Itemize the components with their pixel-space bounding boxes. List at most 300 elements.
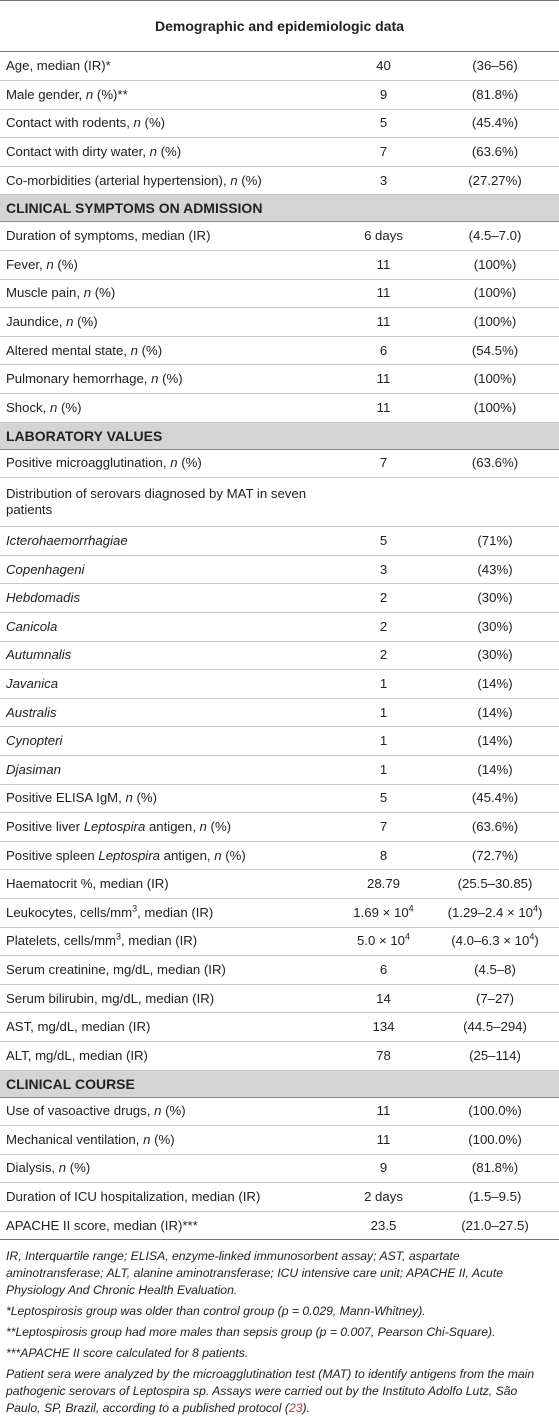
table-cell	[0, 813, 336, 842]
table-cell	[431, 956, 559, 985]
table-cell	[431, 984, 559, 1013]
cell-text: Cynopteri	[6, 733, 63, 749]
table-cell	[0, 984, 336, 1013]
table-cell	[0, 52, 336, 81]
table-cell	[431, 584, 559, 613]
cell-text: 7	[379, 144, 388, 160]
table-cell	[0, 1154, 336, 1183]
table-row	[0, 81, 559, 110]
cell-text: 3	[115, 931, 121, 942]
cell-text: 4	[533, 903, 539, 914]
cell-text: (27.27%)	[468, 172, 522, 188]
table-cell	[336, 555, 431, 584]
table-row	[0, 222, 559, 251]
cell-text: (1.5–9.5)	[468, 1189, 522, 1205]
table-row	[0, 727, 559, 756]
data-table	[0, 52, 559, 1240]
cell-text: Autumnalis	[6, 647, 72, 663]
table-cell	[0, 870, 336, 899]
cell-text: (100.0%)	[468, 1131, 522, 1147]
footnote-mat: Patient sera were analyzed by the microagglutination test (MAT) to identify antigens from the main pathogenic serovars of Leptospira sp. Assays were carried out by the Instituto Adolfo Lutz, São Paulo, SP, Brazil, according to a published protocol (23).	[6, 1367, 535, 1416]
table-cell	[336, 1013, 431, 1042]
table-cell	[0, 195, 559, 222]
cell-text: (%)	[206, 818, 232, 834]
cell-text: n	[154, 1103, 162, 1119]
cell-text: Mechanical ventilation,	[6, 1131, 144, 1147]
table-cell	[336, 670, 431, 699]
cell-text: (4.5–8)	[474, 961, 516, 977]
table-cell	[431, 727, 559, 756]
cell-text: Leukocytes, cells/mm	[6, 904, 133, 920]
cell-text: (44.5–294)	[463, 1019, 527, 1035]
cell-text: Positive spleen	[6, 847, 99, 863]
table-cell	[431, 449, 559, 478]
table-cell	[431, 641, 559, 670]
table-cell	[431, 52, 559, 81]
cell-text: Haematocrit %, median (IR)	[6, 876, 169, 892]
cell-text: ALT, mg/dL, median (IR)	[6, 1047, 148, 1063]
cell-text: (%)	[73, 314, 98, 330]
table-cell	[336, 698, 431, 727]
cell-text: CLINICAL COURSE	[6, 1075, 135, 1092]
table-cell	[0, 449, 336, 478]
table-cell	[336, 813, 431, 842]
table-cell	[0, 670, 336, 699]
cell-text: (30%)	[477, 647, 513, 663]
cell-text: 7	[379, 818, 388, 834]
cell-text: 6	[379, 961, 388, 977]
cell-text: (72.7%)	[471, 847, 519, 863]
table-cell	[0, 698, 336, 727]
table-cell	[336, 251, 431, 280]
cell-text: 78	[376, 1047, 391, 1063]
cell-text: 2	[379, 590, 388, 606]
cell-text: (100%)	[473, 256, 517, 272]
cell-text: n	[66, 314, 74, 330]
cell-text: (25.5–30.85)	[457, 876, 533, 892]
cell-text: (21.0–27.5)	[461, 1217, 529, 1233]
table-row	[0, 109, 559, 138]
cell-text: (%)	[161, 1103, 186, 1119]
table-cell	[336, 755, 431, 784]
table-cell	[336, 527, 431, 556]
table-cell	[336, 449, 431, 478]
cell-text: n	[58, 1160, 67, 1176]
cell-text: 3	[379, 172, 388, 188]
cell-text: 2 days	[364, 1189, 403, 1205]
table-cell	[0, 927, 336, 956]
cell-text: 1	[379, 675, 388, 691]
footnote-abbrev: IR, Interquartile range; ELISA, enzyme-linked immunosorbent assay; AST, aspartate aminotransferase; ALT, alanine aminotransferase; ICU intensive care unit; APACHE II, Acute Physiology And Chronic Health Evaluation.	[6, 1249, 503, 1298]
table-row	[0, 1211, 559, 1240]
cell-text: 5	[379, 115, 388, 131]
table-cell	[0, 727, 336, 756]
table-row	[0, 394, 559, 423]
cell-text: (%)	[177, 455, 202, 471]
cell-text: Duration of ICU hospitalization, median (IR)	[6, 1189, 261, 1205]
table-cell	[336, 956, 431, 985]
cell-text: Pulmonary hemorrhage,	[6, 371, 152, 387]
table-cell	[336, 222, 431, 251]
cell-text: Altered mental state,	[6, 342, 131, 358]
table-row	[0, 584, 559, 613]
table-cell	[336, 784, 431, 813]
table-cell	[336, 984, 431, 1013]
cell-text: n	[170, 455, 178, 471]
cell-text: 9	[379, 86, 388, 102]
table-cell	[0, 841, 336, 870]
cell-text: Co-morbidities (arterial hypertension),	[6, 172, 231, 188]
table-cell	[431, 813, 559, 842]
table-row	[0, 365, 559, 394]
cell-text: Canicola	[6, 618, 58, 634]
cell-text: 1	[379, 704, 388, 720]
cell-text: 11	[376, 1131, 391, 1147]
table-cell	[0, 1211, 336, 1240]
table-cell	[431, 1013, 559, 1042]
table-cell	[336, 841, 431, 870]
cell-text: 6 days	[364, 228, 403, 244]
cell-text: n	[85, 86, 94, 102]
table-cell	[0, 336, 336, 365]
table-row	[0, 898, 559, 927]
table-cell	[0, 784, 336, 813]
table-cell	[431, 1154, 559, 1183]
table-cell	[0, 308, 336, 337]
table-cell	[0, 898, 336, 927]
cell-text: 11	[376, 399, 391, 415]
cell-text: 1	[379, 761, 388, 777]
cell-text: 7	[379, 455, 388, 471]
cell-text: Shock,	[6, 399, 50, 415]
table-cell	[431, 166, 559, 195]
cell-text: Platelets, cells/mm	[6, 933, 116, 949]
table-cell	[431, 870, 559, 899]
table-row	[0, 927, 559, 956]
cell-text: n	[83, 285, 92, 301]
table-cell	[431, 308, 559, 337]
cell-text: , median (IR)	[137, 904, 214, 920]
cell-text: (%)	[221, 847, 246, 863]
cell-text: Serum bilirubin, mg/dL, median (IR)	[6, 990, 215, 1006]
table-cell	[336, 478, 431, 527]
cell-text: (%)	[157, 144, 182, 160]
table-row	[0, 555, 559, 584]
table-cell	[336, 641, 431, 670]
table-cell	[0, 1041, 336, 1070]
table-cell	[336, 927, 431, 956]
table-cell	[431, 927, 559, 956]
table-cell	[431, 698, 559, 727]
table-cell	[431, 138, 559, 167]
cell-text: (63.6%)	[471, 455, 519, 471]
table-cell	[336, 584, 431, 613]
table-cell	[431, 555, 559, 584]
table-row	[0, 527, 559, 556]
table-cell	[336, 279, 431, 308]
table-row	[0, 279, 559, 308]
table-cell	[431, 1126, 559, 1155]
cell-text: (71%)	[477, 533, 513, 549]
cell-text: 1	[379, 733, 388, 749]
cell-text: n	[149, 144, 157, 160]
cell-text: Dialysis,	[6, 1160, 59, 1176]
table-cell	[0, 584, 336, 613]
cell-text: (%)	[137, 342, 163, 358]
table-cell	[336, 166, 431, 195]
table-cell	[431, 670, 559, 699]
table-cell	[336, 52, 431, 81]
cell-text: 2	[379, 647, 388, 663]
cell-text: 28.79	[366, 876, 400, 892]
cell-text: (25–114)	[469, 1047, 521, 1063]
cell-text: (100%)	[473, 285, 517, 301]
cell-text: Positive microagglutination,	[6, 455, 171, 471]
table-row	[0, 1183, 559, 1212]
table-cell	[336, 336, 431, 365]
cell-text: (63.6%)	[471, 144, 519, 160]
cell-text: )	[534, 933, 539, 949]
table-row	[0, 251, 559, 280]
table-row	[0, 784, 559, 813]
table-cell	[431, 279, 559, 308]
table-cell	[0, 394, 336, 423]
table-cell	[431, 784, 559, 813]
cell-text: (81.8%)	[471, 1160, 519, 1176]
table-cell	[336, 1154, 431, 1183]
cell-text: Muscle pain,	[6, 285, 84, 301]
table-cell	[336, 138, 431, 167]
footnote-star3: ***APACHE II score calculated for 8 patients.	[6, 1346, 249, 1361]
cell-text: (1.29–2.4 × 10	[447, 904, 533, 920]
table-cell	[336, 613, 431, 642]
table-cell	[431, 1183, 559, 1212]
cell-text: (%)**	[93, 86, 128, 102]
table-cell	[336, 394, 431, 423]
cell-text: n	[151, 371, 159, 387]
cell-text: n	[130, 342, 138, 358]
cell-text: n	[143, 1131, 151, 1147]
cell-text: (100.0%)	[468, 1103, 522, 1119]
table-cell	[431, 841, 559, 870]
cell-text: 11	[376, 314, 391, 330]
table-cell	[431, 394, 559, 423]
table-cell	[0, 279, 336, 308]
cell-text: (14%)	[477, 704, 513, 720]
table-cell	[336, 109, 431, 138]
cell-text: Distribution of serovars diagnosed by MAT in seven patients	[6, 486, 307, 518]
table-cell	[431, 81, 559, 110]
table-row	[0, 841, 559, 870]
table-cell	[0, 527, 336, 556]
section-header-lab	[0, 422, 559, 449]
cell-text: (63.6%)	[471, 818, 519, 834]
table-row	[0, 870, 559, 899]
cell-text: 8	[379, 847, 388, 863]
cell-text: n	[133, 115, 141, 131]
table-row	[0, 698, 559, 727]
table-cell	[431, 251, 559, 280]
cell-text: Australis	[6, 704, 57, 720]
table-cell	[336, 1041, 431, 1070]
cell-text: 1.69 × 10	[353, 904, 409, 920]
cell-text: (14%)	[477, 733, 513, 749]
cell-text: (14%)	[477, 675, 513, 691]
cell-text: Positive liver	[6, 818, 84, 834]
table-cell	[431, 222, 559, 251]
cell-text: 3	[132, 903, 138, 914]
table-cell	[431, 1097, 559, 1126]
cell-text: Contact with dirty water,	[6, 144, 150, 160]
table-cell	[0, 109, 336, 138]
table-row	[0, 1097, 559, 1126]
cell-text: (45.4%)	[471, 115, 519, 131]
cell-text: Age, median (IR)*	[6, 58, 111, 74]
cell-text: )	[538, 904, 543, 920]
cell-text: (%)	[132, 790, 158, 806]
table-row	[0, 755, 559, 784]
table-cell	[336, 1211, 431, 1240]
table-cell	[336, 365, 431, 394]
table-cell	[336, 1183, 431, 1212]
table-row	[0, 984, 559, 1013]
table-row	[0, 1013, 559, 1042]
cell-text: 134	[372, 1019, 395, 1035]
table-row	[0, 308, 559, 337]
cell-text: (%)	[66, 1160, 91, 1176]
table-row	[0, 1041, 559, 1070]
table-cell	[0, 613, 336, 642]
cell-text: LABORATORY VALUES	[6, 427, 163, 444]
cell-text: (4.5–7.0)	[468, 228, 522, 244]
cell-text: antigen,	[159, 847, 215, 863]
cell-text: CLINICAL SYMPTOMS ON ADMISSION	[6, 200, 263, 217]
cell-text: Serum creatinine, mg/dL, median (IR)	[6, 961, 226, 977]
cell-text: (54.5%)	[471, 342, 519, 358]
cell-text: n	[46, 256, 54, 272]
table-cell	[336, 308, 431, 337]
table-row	[0, 1126, 559, 1155]
cell-text: Hebdomadis	[6, 590, 81, 606]
cell-text: n	[199, 818, 207, 834]
cell-text: 5	[379, 533, 388, 549]
table-cell	[431, 527, 559, 556]
cell-text: Djasiman	[6, 761, 61, 777]
table-row	[0, 449, 559, 478]
table-cell	[336, 870, 431, 899]
cell-text: 40	[376, 58, 391, 74]
table-row	[0, 52, 559, 81]
table-cell	[431, 109, 559, 138]
section-header-course	[0, 1070, 559, 1097]
footnote-star2: **Leptospirosis group had more males than sepsis group (p = 0.007, Pearson Chi-Square).	[6, 1325, 496, 1340]
table-cell	[431, 1041, 559, 1070]
cell-text: Icterohaemorrhagiae	[6, 533, 128, 549]
cell-text: Male gender,	[6, 86, 86, 102]
cell-text: 4	[405, 931, 411, 942]
table-title: Demographic and epidemiologic data	[0, 0, 559, 52]
cell-text: (36–56)	[472, 58, 518, 74]
cell-text: 14	[376, 990, 391, 1006]
table-cell	[0, 1013, 336, 1042]
cell-text: Copenhageni	[6, 561, 85, 577]
table-cell	[0, 222, 336, 251]
cell-text: 4	[529, 931, 535, 942]
table-cell	[0, 251, 336, 280]
cell-text: Duration of symptoms, median (IR)	[6, 228, 211, 244]
table-cell	[431, 365, 559, 394]
table-cell	[0, 1070, 559, 1097]
table-cell	[336, 727, 431, 756]
cell-text: 5	[379, 790, 388, 806]
cell-text: (%)	[150, 1131, 175, 1147]
cell-text: 11	[376, 285, 391, 301]
section-header-symptoms	[0, 195, 559, 222]
cell-text: (%)	[140, 115, 166, 131]
cell-text: 9	[379, 1160, 388, 1176]
table-cell	[336, 1126, 431, 1155]
table-cell	[0, 138, 336, 167]
cell-text: n	[49, 399, 58, 415]
cell-text: (%)	[91, 285, 116, 301]
cell-text: (%)	[57, 399, 82, 415]
table-cell	[431, 755, 559, 784]
table-cell	[0, 956, 336, 985]
table-row	[0, 641, 559, 670]
table-cell	[336, 81, 431, 110]
table-row	[0, 613, 559, 642]
cell-text: APACHE II score, median (IR)***	[6, 1217, 198, 1233]
cell-text: n	[230, 172, 238, 188]
table-cell	[0, 1126, 336, 1155]
cell-text: (81.8%)	[471, 86, 519, 102]
table-cell	[431, 478, 559, 527]
cell-text: Jaundice,	[6, 314, 67, 330]
cell-text: 4	[408, 903, 414, 914]
cell-text: Javanica	[6, 675, 59, 691]
cell-text: Fever,	[6, 256, 47, 272]
cell-text: (%)	[53, 256, 78, 272]
cell-text: 11	[376, 1103, 391, 1119]
reference-link[interactable]: 23	[288, 1401, 303, 1416]
table-row	[0, 670, 559, 699]
footnotes	[0, 1240, 559, 1417]
table-row	[0, 478, 559, 527]
cell-text: 2	[379, 618, 388, 634]
table-cell	[0, 478, 336, 527]
cell-text: 5.0 × 10	[356, 933, 405, 949]
cell-text: (100%)	[473, 399, 517, 415]
cell-text: (100%)	[473, 314, 517, 330]
cell-text: (45.4%)	[471, 790, 519, 806]
table-cell	[431, 1211, 559, 1240]
cell-text: Leptospira	[98, 847, 160, 863]
cell-text: (4.0–6.3 × 10	[451, 933, 530, 949]
cell-text: Contact with rodents,	[6, 115, 134, 131]
table-cell	[0, 365, 336, 394]
table-row	[0, 813, 559, 842]
table-cell	[0, 641, 336, 670]
cell-text: (30%)	[477, 590, 513, 606]
table-cell	[0, 555, 336, 584]
cell-text: (100%)	[473, 371, 517, 387]
table-cell	[0, 422, 559, 449]
cell-text: (%)	[237, 172, 262, 188]
table-row	[0, 138, 559, 167]
cell-text: AST, mg/dL, median (IR)	[6, 1019, 151, 1035]
cell-text: n	[125, 790, 133, 806]
cell-text: (%)	[158, 371, 183, 387]
